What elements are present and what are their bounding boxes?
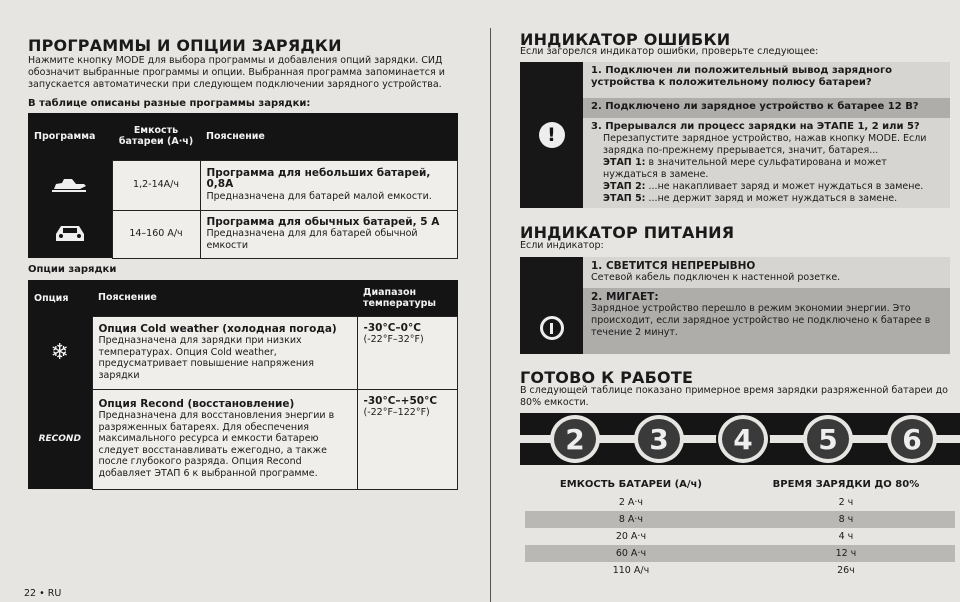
power-item-2-desc: Зарядное устройство перешло в режим экономии энергии. Это происходит, если зарядное устройство не подключено к батарее в течение 2 минут.	[591, 303, 931, 338]
charging-steps-bar	[520, 413, 960, 465]
options-heading: Опции зарядки	[28, 264, 117, 275]
stage-2: ЭТАП 2: ...не накапливает заряд и может нуждаться в замене.	[603, 181, 924, 192]
capacity: 1,2-14А/ч	[112, 160, 200, 210]
ready-desc: В следующей таблице показано примерное время зарядки разряженной батареи до 80% емкости.	[520, 385, 948, 408]
table-row: 60 А·ч 12 ч	[525, 545, 955, 562]
option-title: Опция Recond (восстановление)	[98, 397, 295, 410]
error-item-1: 1. Подключен ли положительный вывод зарядного устройства к положительному полюсу батареи?	[583, 62, 950, 98]
stage-5: ЭТАП 5: ...не держит заряд и может нуждаться в замене.	[603, 193, 898, 204]
power-item-1-desc: Сетевой кабель подключен к настенной розетке.	[591, 272, 841, 283]
power-item-1-title: 1. СВЕТИТСЯ НЕПРЕРЫВНО	[591, 260, 756, 272]
program-desc: Предназначена для для батарей обычной емкости	[206, 228, 418, 251]
page-number: 22 • RU	[24, 588, 62, 599]
ready-title: ГОТОВО К РАБОТЕ	[520, 368, 694, 387]
col-header: ВРЕМЯ ЗАРЯДКИ ДО 80%	[772, 479, 920, 490]
options-table	[28, 280, 458, 490]
recond-icon: RECOND	[28, 389, 92, 489]
power-subtitle: Если индикатор:	[520, 240, 604, 251]
table-row	[28, 160, 458, 210]
stage-1: ЭТАП 1: в значительной мере сульфатирована и может нуждаться в замене.	[603, 157, 887, 180]
table-row: 20 А·ч 4 ч	[615, 531, 854, 542]
error-item-3: 3. Прерывался ли процесс зарядки на ЭТАПЕ 1, 2 или 5?	[591, 121, 920, 132]
col-header: Программа	[28, 113, 112, 160]
programs-title: ПРОГРАММЫ И ОПЦИИ ЗАРЯДКИ	[28, 36, 342, 55]
error-item-3-desc: Перезапустите зарядное устройство, нажав кнопку MODE. Если зарядка по-прежнему прерывается, значит, батарея...	[603, 133, 927, 156]
step-5: 5	[803, 415, 853, 463]
programs-intro: Нажмите кнопку MODE для выбора программы и добавления опций зарядки. СИД обозначит выбранные программы и опции. Выбранная программа запоминается и запускается автоматически при следующем подключении зарядного устройства.	[28, 55, 445, 90]
table-row: 2 А·ч 2 ч	[618, 497, 854, 508]
option-title: Опция Cold weather (холодная погода)	[98, 322, 337, 335]
program-title: Программа для обычных батарей, 5 А	[206, 215, 440, 228]
option-desc: Предназначена для восстановления энергии в разряженных батареях. Для обеспечения максимального ресурса и емкости батарею следует восстанавливать ежегодно, а также после глубокого разряда. Опция Recond добавляет ЭТАП 6 к выбранной программе.	[98, 410, 335, 479]
snowmobile-icon	[28, 160, 112, 210]
step-4: 4	[718, 415, 768, 463]
exclamation-icon: !	[520, 62, 583, 208]
programs-heading: В таблице описаны разные программы зарядки:	[28, 98, 311, 109]
snowflake-icon: ❄	[28, 316, 92, 389]
option-desc: Предназначена для зарядки при низких температурах. Опция Cold weather, предусматривает повышение напряжения зарядки	[98, 335, 314, 381]
temp-c: -30°C–+50°C	[363, 394, 438, 407]
program-desc: Предназначена для батарей малой емкости.	[206, 190, 432, 202]
table-row: 8 А·ч 8 ч	[525, 511, 955, 528]
power-title: ИНДИКАТОР ПИТАНИЯ	[520, 223, 735, 242]
error-block	[520, 62, 950, 208]
table-row: 110 А/ч 26ч	[612, 565, 855, 576]
programs-table	[28, 113, 458, 259]
table-row	[28, 316, 458, 389]
col-header: Емкость батареи (А·ч)	[112, 113, 200, 160]
col-header: Опция	[28, 280, 92, 316]
table-row	[28, 389, 458, 489]
step-3: 3	[634, 415, 684, 463]
temp-f: (-22°F–32°F)	[363, 334, 424, 345]
step-6: 6	[887, 415, 937, 463]
col-header: Диапазон температуры	[357, 280, 458, 316]
car-icon	[28, 210, 112, 258]
temp-c: -30°C–0°C	[363, 321, 421, 334]
step-2: 2	[550, 415, 600, 463]
table-row	[28, 210, 458, 258]
charge-time-table	[525, 475, 955, 579]
error-title: ИНДИКАТОР ОШИБКИ	[520, 30, 731, 49]
power-icon	[520, 257, 583, 354]
error-item-2: 2. Подключено ли зарядное устройство к батарее 12 В?	[583, 98, 950, 118]
col-header: ЕМКОСТЬ БАТАРЕИ (А/ч)	[559, 479, 702, 490]
temp-f: (-22°F–122°F)	[363, 407, 430, 418]
error-subtitle: Если загорелся индикатор ошибки, проверьте следующее:	[520, 46, 819, 57]
power-block	[520, 257, 950, 354]
power-item-2-title: 2. МИГАЕТ:	[591, 291, 659, 303]
col-header: Пояснение	[200, 113, 458, 160]
program-title: Программа для небольших батарей, 0,8А	[206, 166, 431, 191]
capacity: 14–160 А/ч	[112, 210, 200, 258]
column-divider	[490, 28, 491, 602]
col-header: Пояснение	[92, 280, 357, 316]
